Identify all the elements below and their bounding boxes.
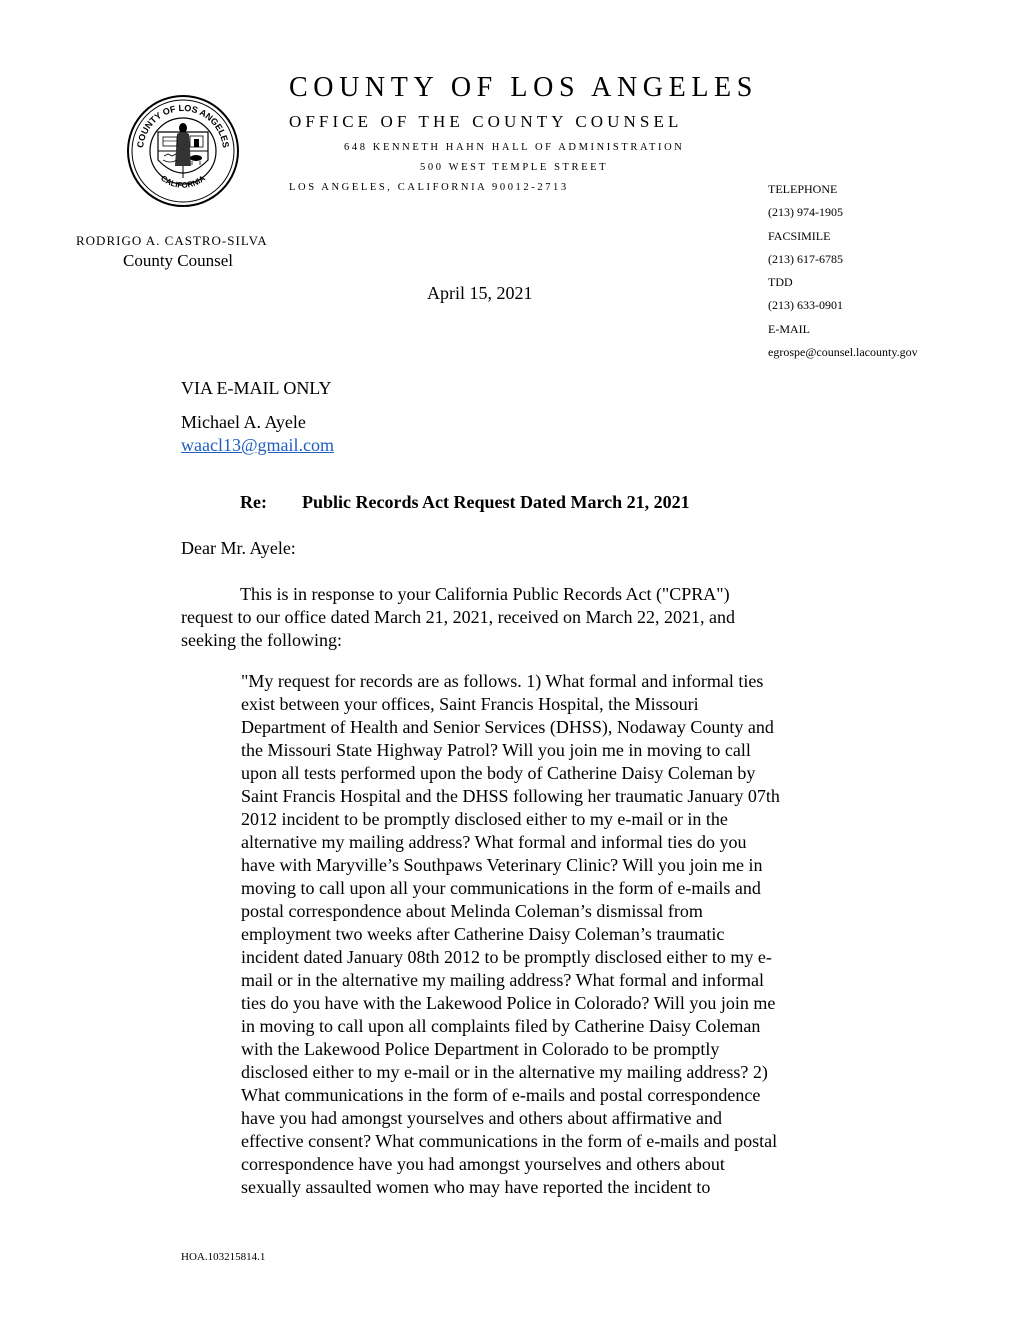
email-label: E-MAIL — [768, 321, 810, 336]
office-title: OFFICE OF THE COUNTY COUNSEL — [289, 112, 683, 131]
quote-line: exist between your offices, Saint Francis Hospital, the Missouri — [241, 694, 699, 714]
address-line-3: LOS ANGELES, CALIFORNIA 90012-2713 — [289, 182, 569, 193]
quote-line: have with Maryville’s Southpaws Veterinary Clinic? Will you join me in — [241, 855, 763, 875]
facsimile-value: (213) 617-6785 — [768, 251, 843, 266]
quote-line: 2012 incident to be promptly disclosed either to my e-mail or in the — [241, 809, 728, 829]
svg-text:COUNTY OF LOS ANGELES: COUNTY OF LOS ANGELES — [135, 102, 231, 149]
intro-line: This is in response to your California Public Records Act ("CPRA") — [240, 584, 730, 604]
county-title: COUNTY OF LOS ANGELES — [289, 72, 758, 103]
facsimile-label: FACSIMILE — [768, 228, 831, 243]
intro-paragraph — [181, 583, 821, 652]
address-line-1: 648 KENNETH HAHN HALL OF ADMINISTRATION — [344, 142, 685, 153]
quote-line: disclosed either to my e-mail or in the alternative my mailing address? 2) — [241, 1062, 768, 1082]
quote-line: "My request for records are as follows. 1) What formal and informal ties — [241, 671, 764, 691]
delivery-method: VIA E-MAIL ONLY — [181, 378, 332, 398]
re-label: Re: — [240, 492, 267, 512]
quoted-request — [241, 670, 846, 1199]
tdd-value: (213) 633-0901 — [768, 298, 843, 313]
quote-line: correspondence have you had amongst yourselves and others about — [241, 1154, 725, 1174]
quote-line: incident dated January 08th 2012 to be promptly disclosed either to my e- — [241, 947, 772, 967]
tdd-label: TDD — [768, 275, 793, 290]
contact-block — [768, 178, 918, 364]
re-subject: Public Records Act Request Dated March 21, 2021 — [302, 492, 690, 512]
quote-line: Department of Health and Senior Services (DHSS), Nodaway County and — [241, 717, 774, 737]
quote-line: employment two weeks after Catherine Daisy Coleman’s traumatic — [241, 924, 725, 944]
svg-text:CALIFORNIA: CALIFORNIA — [159, 173, 207, 190]
quote-line: postal correspondence about Melinda Coleman’s dismissal from — [241, 901, 703, 921]
county-seal-logo — [126, 94, 240, 208]
address-line-2: 500 WEST TEMPLE STREET — [420, 162, 609, 173]
quote-line: with the Lakewood Police Department in Colorado to be promptly — [241, 1039, 720, 1059]
letter-date: April 15, 2021 — [427, 283, 533, 303]
quote-line: moving to call upon all your communications in the form of e-mails and — [241, 878, 761, 898]
quote-line: sexually assaulted women who may have reported the incident to — [241, 1177, 711, 1197]
quote-line: have you had amongst yourselves and others about affirmative and — [241, 1108, 723, 1128]
signatory-title: County Counsel — [123, 251, 234, 270]
quote-line: in moving to call upon all complaints filed by Catherine Daisy Coleman — [241, 1016, 761, 1036]
intro-line: seeking the following: — [181, 630, 342, 650]
quote-line: mail or in the alternative my mailing address? What formal and informal — [241, 970, 765, 990]
quote-line: upon all tests performed upon the body of Catherine Daisy Coleman by — [241, 763, 756, 783]
quote-line: alternative my mailing address? What formal and informal ties do you — [241, 832, 747, 852]
recipient-name: Michael A. Ayele — [181, 412, 306, 432]
intro-line: request to our office dated March 21, 2021, received on March 22, 2021, and — [181, 607, 735, 627]
document-id-footer: HOA.103215814.1 — [181, 1251, 266, 1263]
quote-line: Saint Francis Hospital and the DHSS following her traumatic January 07th — [241, 786, 780, 806]
salutation: Dear Mr. Ayele: — [181, 538, 296, 558]
quote-line: What communications in the form of e-mails and postal correspondence — [241, 1085, 761, 1105]
telephone-value: (213) 974-1905 — [768, 205, 843, 220]
quote-line: effective consent? What communications in the form of e-mails and postal — [241, 1131, 778, 1151]
contact-email-value: egrospe@counsel.lacounty.gov — [768, 345, 918, 360]
quote-line: ties do you have with the Lakewood Police in Colorado? Will you join me — [241, 993, 776, 1013]
recipient-email-link[interactable]: waacl13@gmail.com — [181, 435, 335, 455]
signatory-name: RODRIGO A. CASTRO-SILVA — [76, 233, 268, 248]
quote-line: the Missouri State Highway Patrol? Will you join me in moving to call — [241, 740, 751, 760]
telephone-label: TELEPHONE — [768, 182, 838, 196]
